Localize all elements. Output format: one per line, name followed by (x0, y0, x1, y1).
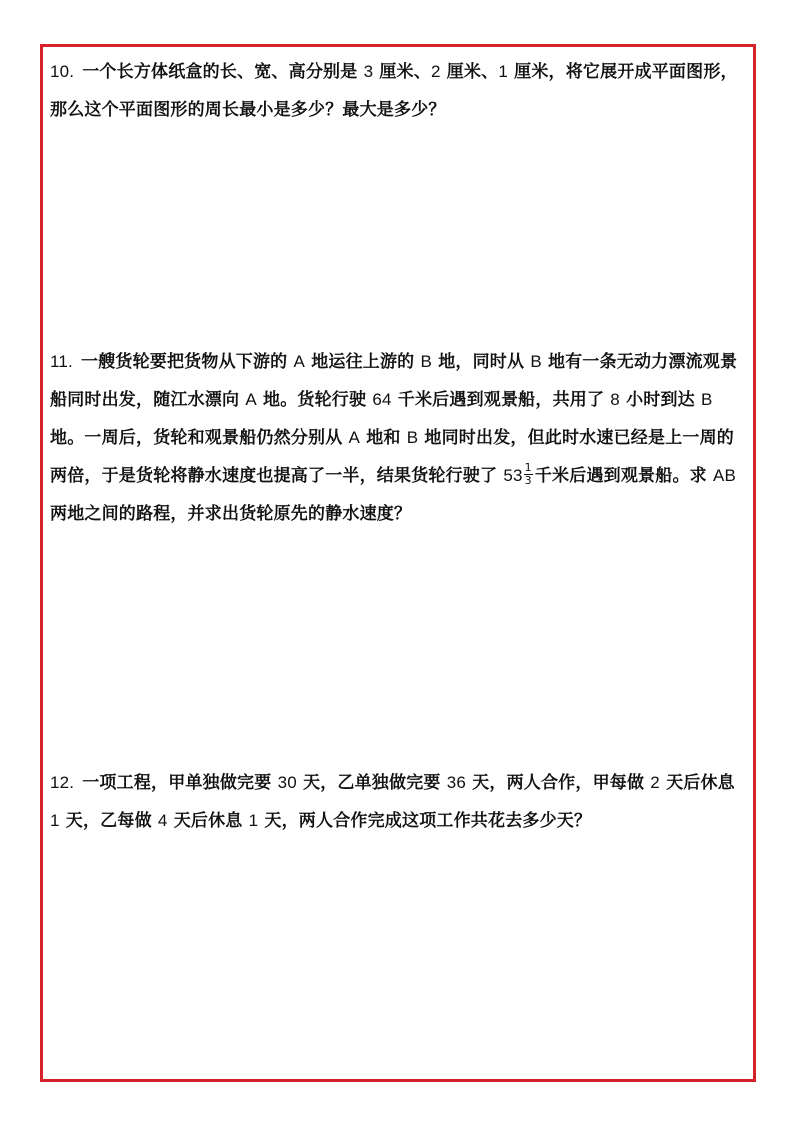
problem-text: 小时到达 (626, 390, 695, 410)
value: AB (712, 466, 737, 485)
problem-text: 地同时出发，但此时水速已经是上一周的两倍，于是货轮将静水速度也提高了一半，结果货轮行驶了 (50, 428, 735, 486)
fraction (524, 462, 533, 487)
problem-text: 天，乙每做 (65, 811, 152, 831)
problem-number: 10. (50, 62, 75, 81)
problem-text: 地和 (366, 428, 401, 448)
value: A (245, 390, 257, 409)
problem-text: 一项工程，甲单独做完要 (82, 773, 272, 793)
value: 2 (650, 773, 660, 792)
problem-text: 千米后遇到观景船。求 (534, 466, 707, 486)
value: 8 (610, 390, 620, 409)
problem-text: 地有一条无动力漂流观景船同时出发，随江水漂向 (50, 352, 738, 410)
problem-text: 天后休息 (666, 773, 735, 793)
page-border (40, 44, 756, 1082)
value: 1 (248, 811, 259, 830)
problem-text: 厘米、 (379, 62, 431, 82)
value: A (293, 352, 306, 371)
problem-number: 12. (50, 773, 75, 792)
value: 30 (277, 773, 297, 792)
problem-text: 地运往上游的 (311, 352, 415, 372)
fraction-numerator: 1 (524, 460, 532, 474)
problem-text: 天后休息 (173, 811, 243, 831)
value: 1 (50, 811, 60, 830)
value: A (348, 428, 361, 447)
problem-text: 一个长方体纸盒的长、宽、高分别是 (82, 62, 358, 82)
value: B (530, 352, 542, 371)
value: 4 (157, 811, 168, 830)
problem-text: 厘米，将它展开成平面图形，那么这个平面图形的周长最小是多少？最大是多少？ (50, 62, 738, 120)
problem-12 (50, 764, 750, 840)
problem-text: 厘米、 (446, 62, 499, 82)
problem-text: 天，两人合作完成这项工作共花去多少天？ (264, 811, 592, 831)
fraction-denominator: 3 (524, 473, 532, 487)
problem-text: 地。一周后，货轮和观景船仍然分别从 (50, 428, 343, 448)
value: B (406, 428, 419, 447)
problem-text: 千米后遇到观景船，共用了 (397, 390, 605, 410)
problem-number: 11. (50, 352, 73, 371)
value: 36 (446, 773, 467, 792)
problem-text: 地。货轮行驶 (263, 390, 367, 410)
problem-text: 一艘货轮要把货物从下游的 (80, 352, 288, 372)
problem-text: 地，同时从 (438, 352, 525, 372)
problem-text: 天，乙单独做完要 (303, 773, 441, 793)
problem-11 (50, 343, 750, 533)
mixed-number-whole: 53 (503, 466, 523, 485)
problem-text: 天，两人合作，甲每做 (472, 773, 645, 793)
problem-text: 两地之间的路程，并求出货轮原先的静水速度？ (50, 504, 412, 524)
value: 2 (430, 62, 441, 81)
problem-10 (50, 53, 750, 129)
value: B (420, 352, 433, 371)
value: 64 (372, 390, 392, 409)
value: 1 (498, 62, 508, 81)
value: 3 (363, 62, 374, 81)
value: B (701, 390, 713, 409)
